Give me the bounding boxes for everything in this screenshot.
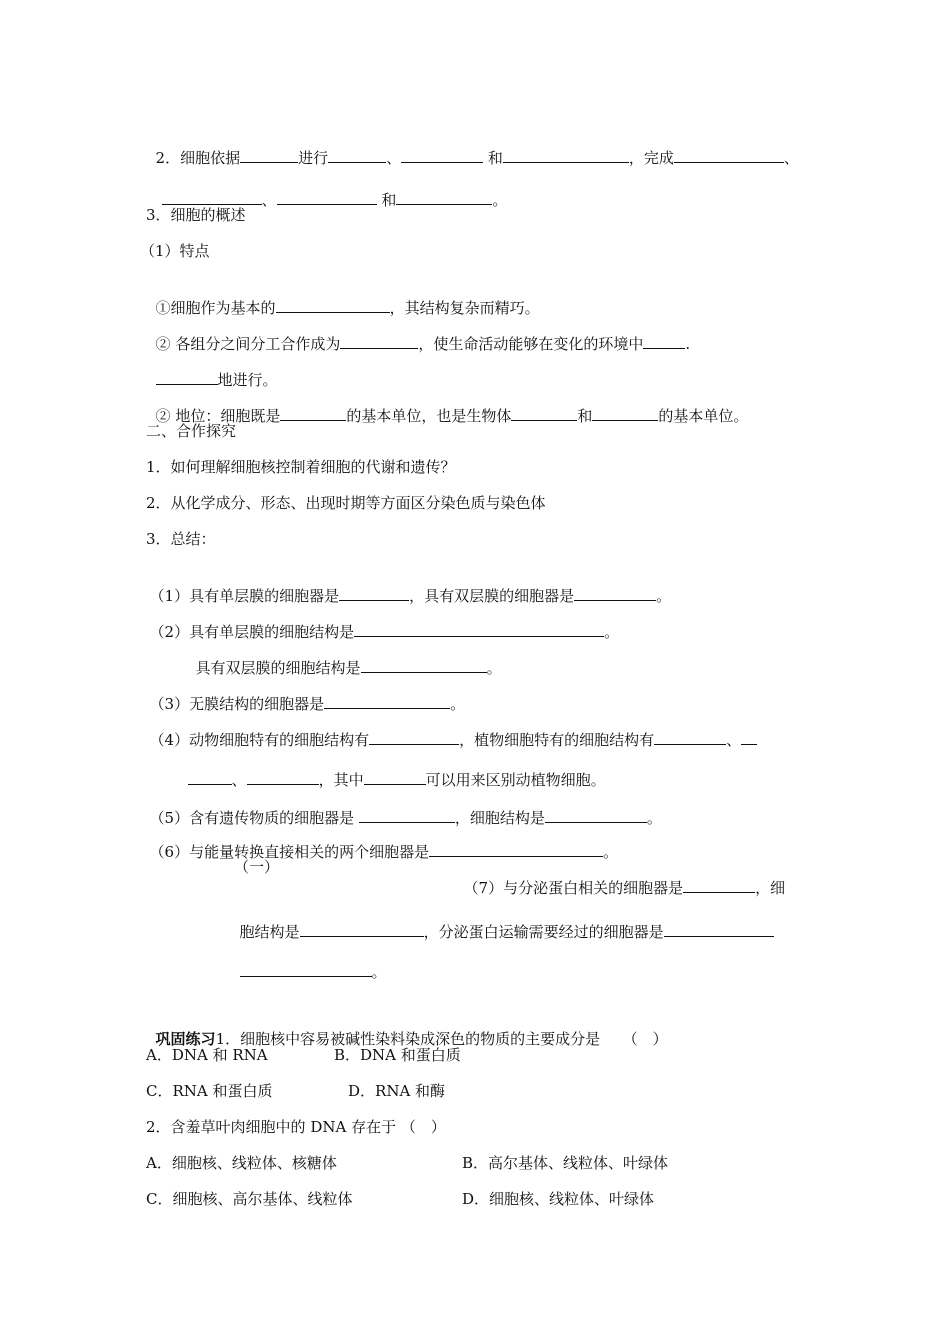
text: ② 各组分之间分工合作成为	[155, 335, 341, 353]
blank[interactable]	[369, 729, 459, 745]
text: 胞结构是	[239, 923, 300, 941]
option[interactable]: B．高尔基体、线粒体、叶绿体	[462, 1154, 669, 1172]
text: 、	[261, 191, 277, 209]
blank[interactable]	[354, 621, 604, 637]
blank[interactable]	[683, 877, 755, 893]
blank[interactable]	[280, 405, 346, 421]
fill-p1	[146, 277, 540, 318]
blank[interactable]	[574, 585, 656, 601]
text: ② 地位：细胞既是	[155, 407, 281, 425]
text: 。	[450, 695, 466, 713]
section-title: 3．细胞的概述	[146, 206, 246, 224]
option[interactable]: D．细胞核、线粒体、叶绿体	[462, 1190, 655, 1208]
blank[interactable]	[276, 297, 390, 313]
blank[interactable]	[156, 369, 218, 385]
question: 3．总结：	[146, 530, 216, 548]
blank[interactable]	[240, 147, 298, 163]
option[interactable]: C．细胞核、高尔基体、线粒体	[146, 1190, 353, 1208]
blank[interactable]	[300, 921, 424, 937]
text: ，具有双层膜的细胞器是	[409, 587, 575, 605]
blank[interactable]	[188, 769, 232, 785]
text: （5）含有遗传物质的细胞器是	[149, 809, 359, 827]
blank[interactable]	[361, 657, 487, 673]
blank[interactable]	[401, 147, 483, 163]
blank[interactable]	[277, 189, 377, 205]
blank[interactable]	[328, 147, 386, 163]
fill-q2-line1	[146, 127, 799, 168]
blank[interactable]	[247, 769, 319, 785]
text: ，其结构复杂而精巧。	[389, 299, 540, 317]
blank[interactable]	[592, 405, 658, 421]
blank[interactable]	[339, 585, 409, 601]
text: 。	[371, 963, 387, 981]
blank[interactable]	[364, 769, 426, 785]
blank[interactable]	[162, 189, 262, 205]
summary-7-cont	[230, 901, 774, 942]
summary-4	[140, 709, 757, 750]
question: 1．如何理解细胞核控制着细胞的代谢和遗传？	[146, 458, 456, 476]
text: 2．细胞依据	[155, 149, 241, 167]
text: 。	[603, 843, 619, 861]
blank[interactable]	[643, 333, 685, 349]
summary-3	[140, 673, 465, 714]
fill-p2	[146, 313, 690, 354]
practice-q1	[146, 1009, 668, 1049]
question: 2．从化学成分、形态、出现时期等方面区分染色质与染色体	[146, 494, 546, 512]
text: 的基本单位，也是生物体	[346, 407, 512, 425]
text: （7）与分泌蛋白相关的细胞器是	[463, 879, 684, 897]
text: ①细胞作为基本的	[155, 299, 276, 317]
summary-6	[140, 821, 618, 862]
blank[interactable]	[741, 729, 757, 745]
text: 。	[646, 809, 662, 827]
text: 可以用来区别动植物细胞。	[425, 771, 606, 789]
text: 的基本单位。	[658, 407, 749, 425]
text: 。	[604, 623, 620, 641]
fill-q2-line2	[152, 169, 507, 210]
blank[interactable]	[340, 333, 418, 349]
blank[interactable]	[396, 189, 492, 205]
option[interactable]: A．细胞核、线粒体、核糖体	[146, 1154, 337, 1172]
blank[interactable]	[240, 961, 372, 977]
text: （3）无膜结构的细胞器是	[149, 695, 325, 713]
blank[interactable]	[511, 405, 577, 421]
text: （2）具有单层膜的细胞结构是	[149, 623, 355, 641]
fill-p2-cont	[146, 349, 278, 390]
blank[interactable]	[664, 921, 774, 937]
summary-2	[140, 601, 619, 642]
summary-7-end	[230, 941, 387, 982]
fill-p3	[146, 385, 748, 426]
summary-1	[140, 565, 671, 606]
blank[interactable]	[429, 841, 603, 857]
subsection-title: （1）特点	[140, 242, 210, 260]
text: （1）具有单层膜的细胞器是	[149, 587, 340, 605]
text: .	[685, 335, 691, 353]
text: 和	[483, 149, 503, 167]
text: 。	[656, 587, 672, 605]
option[interactable]: B．DNA 和蛋白质	[334, 1046, 461, 1064]
text: 具有双层膜的细胞结构是	[195, 659, 361, 677]
text: 、	[386, 149, 402, 167]
text: 和	[376, 191, 397, 209]
text: 。	[486, 659, 502, 677]
text: 、	[726, 731, 742, 749]
blank[interactable]	[503, 147, 629, 163]
text: ，完成	[628, 149, 674, 167]
text: ，分泌蛋白运输需要经过的细胞器是	[423, 923, 664, 941]
option[interactable]: A．DNA 和 RNA	[146, 1046, 268, 1064]
option[interactable]: C．RNA 和蛋白质	[146, 1082, 273, 1100]
text: 、	[783, 149, 799, 167]
summary-2b	[186, 637, 502, 678]
summary-7	[454, 857, 785, 898]
text: ，其中	[318, 771, 364, 789]
text: 地进行。	[217, 371, 278, 389]
summary-4-cont	[178, 749, 606, 790]
text: ，细胞结构是	[454, 809, 545, 827]
text: 和	[577, 407, 593, 425]
text: （4）动物细胞特有的细胞结构有	[149, 731, 370, 749]
blank[interactable]	[674, 147, 784, 163]
blank[interactable]	[324, 693, 450, 709]
text: ，使生命活动能够在变化的环境中	[418, 335, 644, 353]
text: ，植物细胞特有的细胞结构有	[459, 731, 655, 749]
practice-label: 巩固练习	[155, 1030, 216, 1048]
text: 进行	[298, 149, 329, 167]
blank[interactable]	[654, 729, 726, 745]
text: ，细	[755, 879, 786, 897]
text: 。	[492, 191, 508, 209]
text: 、	[231, 771, 247, 789]
text: （6）与能量转换直接相关的两个细胞器是	[149, 843, 430, 861]
summary-7-tag: （一）	[234, 858, 280, 876]
section-heading: 二、合作探究	[146, 422, 237, 440]
practice-q2: 2．含羞草叶肉细胞中的 DNA 存在于 （ ）	[146, 1118, 446, 1136]
option[interactable]: D．RNA 和酶	[348, 1082, 446, 1100]
text: 1．细胞核中容易被碱性染料染成深色的物质的主要成分是 （ ）	[215, 1030, 668, 1048]
